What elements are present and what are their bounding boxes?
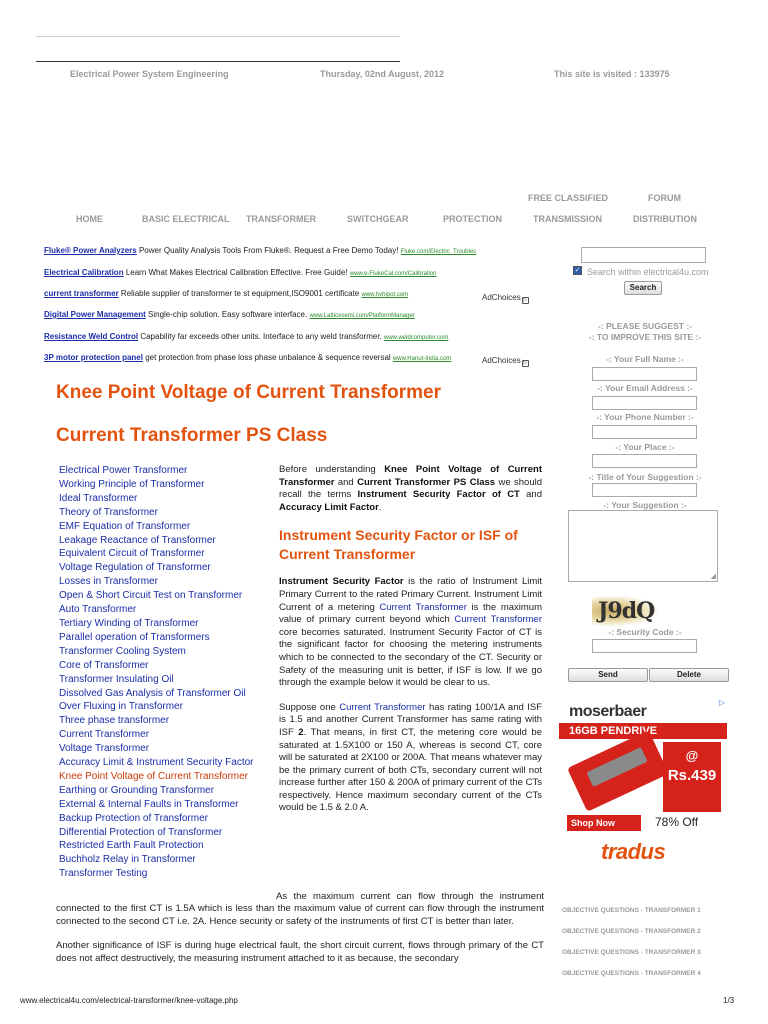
nav-transformer[interactable]: TRANSFORMER — [246, 214, 316, 224]
adchoices-icon: ▷ — [523, 297, 528, 303]
topic-link[interactable]: Over Fluxing in Transformer — [59, 701, 183, 713]
topic-link[interactable]: Tertiary Winding of Transformer — [59, 617, 199, 629]
adchoices-icon[interactable]: ▷ — [718, 698, 725, 707]
adchoices-icon: ▷ — [523, 360, 528, 366]
ct-link[interactable]: Current Transformer — [339, 701, 426, 713]
isf-heading: Instrument Security Factor or ISF of Current Transformer — [279, 527, 518, 563]
full-name-field[interactable] — [592, 367, 697, 381]
place-label: -: Your Place :- — [615, 442, 675, 452]
topic-link[interactable]: Parallel operation of Transformers — [59, 631, 210, 643]
search-within-checkbox[interactable]: ✓ — [574, 267, 581, 274]
send-button[interactable]: Send — [568, 668, 648, 682]
security-code-label: -: Security Code :- — [608, 627, 682, 637]
adchoices-link[interactable]: AdChoices ▷ — [482, 356, 528, 366]
objective-link-2[interactable]: OBJECTIVE QUESTIONS - TRANSFORMER 2 — [562, 928, 701, 935]
objective-link-1[interactable]: OBJECTIVE QUESTIONS - TRANSFORMER 1 — [562, 907, 701, 914]
topic-link[interactable]: Buchholz Relay in Transformer — [59, 854, 196, 866]
topic-link[interactable]: Voltage Regulation of Transformer — [59, 562, 211, 574]
search-button[interactable]: Search — [624, 281, 662, 295]
nav-forum[interactable]: FORUM — [648, 193, 681, 203]
improve-site-label: -: TO IMPROVE THIS SITE :- — [588, 332, 702, 342]
nav-home[interactable]: HOME — [76, 214, 103, 224]
visit-counter: This site is visited : 133975 — [554, 69, 670, 79]
topic-link[interactable]: Working Principle of Transformer — [59, 478, 205, 490]
page-subtitle: Current Transformer PS Class — [56, 425, 328, 446]
phone-field[interactable] — [592, 425, 697, 439]
captcha-image: J9dQ — [592, 596, 657, 626]
nav-distribution[interactable]: DISTRIBUTION — [633, 214, 697, 224]
moserbaer-banner-ad[interactable] — [559, 697, 727, 867]
banner-price: Rs.439 — [667, 767, 717, 784]
isf-paragraph: Instrument Security Factor is the ratio of Instrument Limit Primary Current to the rated Primary Current. Instrument Limit Current of a metering Current Transformer is the maximum value of primary current beyond which Current Transformer core becomes saturated. Instrument Security Factor of CT is the significant factor for choosing the metering instruments which to be connected to the secondary of the CT. Security or Safety of the measuring unit is better, if ISF is low. If we go through the example below it would be clear to us. — [279, 576, 542, 689]
delete-button[interactable]: Delete — [649, 668, 729, 682]
adchoices-link[interactable]: AdChoices ▷ — [482, 293, 528, 303]
topic-link[interactable]: Three phase transformer — [59, 715, 170, 727]
intro-paragraph: Before understanding Knee Point Voltage of Current Transformer and Current Transformer PS Class we should recall the terms Instrument Security Factor of CT and Accuracy Limit Factor. — [279, 464, 542, 513]
full-name-label: -: Your Full Name :- — [606, 354, 684, 364]
topic-link[interactable]: Core of Transformer — [59, 659, 149, 671]
topic-link[interactable]: Current Transformer — [59, 729, 150, 741]
page-url: www.electrical4u.com/electrical-transformer/knee-voltage.php — [20, 996, 238, 1005]
ad-row[interactable]: 3P motor protection panel get protection from phase loss phase unbalance & sequence reversal www.Hanut-India.com — [44, 353, 452, 362]
topic-link[interactable]: EMF Equation of Transformer — [59, 520, 191, 532]
email-field[interactable] — [592, 396, 697, 410]
security-code-field[interactable] — [592, 639, 697, 653]
topic-link[interactable]: Voltage Transformer — [59, 743, 150, 755]
please-suggest-label: -: PLEASE SUGGEST :- — [598, 321, 692, 331]
search-within-label: Search within electrical4u.com — [587, 267, 709, 277]
banner-store-logo: tradus — [601, 839, 666, 864]
topic-link[interactable]: Leakage Reactance of Transformer — [59, 534, 216, 546]
topic-link[interactable]: Open & Short Circuit Test on Transformer — [59, 590, 243, 602]
continued-paragraph: As the maximum current can flow through the instrument connected to the first CT is 1.5A which is less than the maximum value of current can flow through the instrument connected to the second CT i.e. 2A. Hence security or safety of the instruments of first CT is better than later. — [56, 891, 544, 927]
suggestion-title-field[interactable] — [592, 483, 697, 497]
example-paragraph: Suppose one Current Transformer has rating 100/1A and ISF is 1.5 and another Current Transformer has same rating with ISF 2. That means, in first CT, the metering core would be saturated at 1.5X100 or 150 A, whereas is second CT, core will be saturated at 2X100 or 200A. That means whatever may be the primary current of both CTs, secondary current will not increase further after 150 & 200A of primary current of the CTs respectively. Hence maximum secondary current of the CTs would be 1.5 & 2.0 A. — [279, 701, 542, 814]
topic-link[interactable]: Differential Protection of Transformer — [59, 826, 223, 838]
topic-link[interactable]: Electrical Power Transformer — [59, 465, 188, 476]
shop-now-button[interactable]: Shop Now — [567, 815, 641, 831]
topic-link[interactable]: Transformer Testing — [59, 868, 148, 880]
topic-link[interactable]: Auto Transformer — [59, 604, 137, 616]
topic-link[interactable]: External & Internal Faults in Transformer — [59, 798, 239, 810]
place-field[interactable] — [592, 454, 697, 468]
email-label: -: Your Email Address :- — [597, 383, 693, 393]
page-title: Knee Point Voltage of Current Transformer — [56, 382, 441, 403]
continued-paragraph: Another significance of ISF is during huge electrical fault, the short circuit current, flows through primary of the CT does not affect destructively, the measuring instrument attached to it as because, the secondary — [56, 940, 544, 964]
topic-link[interactable]: Theory of Transformer — [59, 506, 158, 518]
nav-protection[interactable]: PROTECTION — [443, 214, 503, 224]
topic-link[interactable]: Restricted Earth Fault Protection — [59, 840, 204, 852]
topic-link[interactable]: Transformer Cooling System — [59, 645, 186, 657]
transformer-topic-list — [59, 464, 269, 881]
page-number: 1/3 — [723, 996, 735, 1005]
topic-link[interactable]: Earthing or Grounding Transformer — [59, 784, 215, 796]
topic-link[interactable]: Ideal Transformer — [59, 492, 138, 504]
ad-row[interactable]: Electrical Calibration Learn What Makes Electrical Calibration Effective. Free Guide! www.e-FlukeCal.com/Calibration — [44, 268, 437, 277]
nav-free-classified[interactable]: FREE CLASSIFIED — [528, 193, 609, 203]
nav-transmission[interactable]: TRANSMISSION — [533, 214, 603, 224]
ad-row[interactable]: Fluke® Power Analyzers Power Quality Analysis Tools From Fluke®. Request a Free Demo Today! Fluke.com/Electric_Troubles — [44, 246, 477, 255]
ad-row[interactable]: current transformer Reliable supplier of transformer te st equipment,ISO9001 certificate www.hvhipot.com — [44, 289, 409, 298]
nav-switchgear[interactable]: SWITCHGEAR — [347, 214, 409, 224]
topic-link[interactable]: Accuracy Limit & Instrument Security Factor — [59, 757, 254, 769]
objective-link-4[interactable]: OBJECTIVE QUESTIONS - TRANSFORMER 4 — [562, 970, 701, 977]
suggestion-textarea[interactable] — [568, 510, 718, 582]
ad-row[interactable]: Resistance Weld Control Capability far exceeds other units. Interface to any weld transformer. www.weldcomputer.com — [44, 332, 449, 341]
banner-product: 16GB PENDRIVE — [559, 723, 727, 739]
topic-link[interactable]: Equivalent Circuit of Transformer — [59, 548, 205, 560]
objective-link-3[interactable]: OBJECTIVE QUESTIONS - TRANSFORMER 3 — [562, 949, 701, 956]
topic-link-current[interactable]: Knee Point Voltage of Current Transformer — [59, 770, 248, 782]
ad-row[interactable]: Digital Power Management Single-chip solution. Easy software interface. www.Latticesemi.com/PlatformManager — [44, 310, 415, 319]
suggestion-label: -: Your Suggestion :- — [603, 500, 687, 510]
ct-link[interactable]: Current Transformer — [454, 614, 542, 626]
date-label: Thursday, 02nd August, 2012 — [320, 69, 445, 79]
topic-link[interactable]: Losses in Transformer — [59, 576, 158, 588]
top-divider — [36, 36, 400, 37]
site-name: Electrical Power System Engineering — [70, 69, 229, 79]
search-input[interactable] — [581, 247, 706, 263]
resize-grip-icon[interactable]: ◢ — [710, 573, 716, 580]
header-divider — [36, 61, 400, 62]
ct-link[interactable]: Current Transformer — [379, 601, 467, 613]
topic-link[interactable]: Dissolved Gas Analysis of Transformer Oil — [59, 687, 246, 699]
topic-link[interactable]: Transformer Insulating Oil — [59, 673, 174, 685]
suggestion-title-label: -: Title of Your Suggestion :- — [588, 472, 702, 482]
article-continued — [56, 891, 544, 977]
banner-price-box: @ Rs.439 — [663, 742, 721, 812]
article-body — [279, 464, 542, 827]
banner-brand: moserbaer — [569, 703, 647, 720]
topic-link[interactable]: Backup Protection of Transformer — [59, 812, 208, 824]
nav-basic-electrical[interactable]: BASIC ELECTRICAL — [142, 214, 230, 224]
phone-label: -: Your Phone Number :- — [596, 412, 694, 422]
banner-discount: 78% Off — [655, 815, 699, 829]
